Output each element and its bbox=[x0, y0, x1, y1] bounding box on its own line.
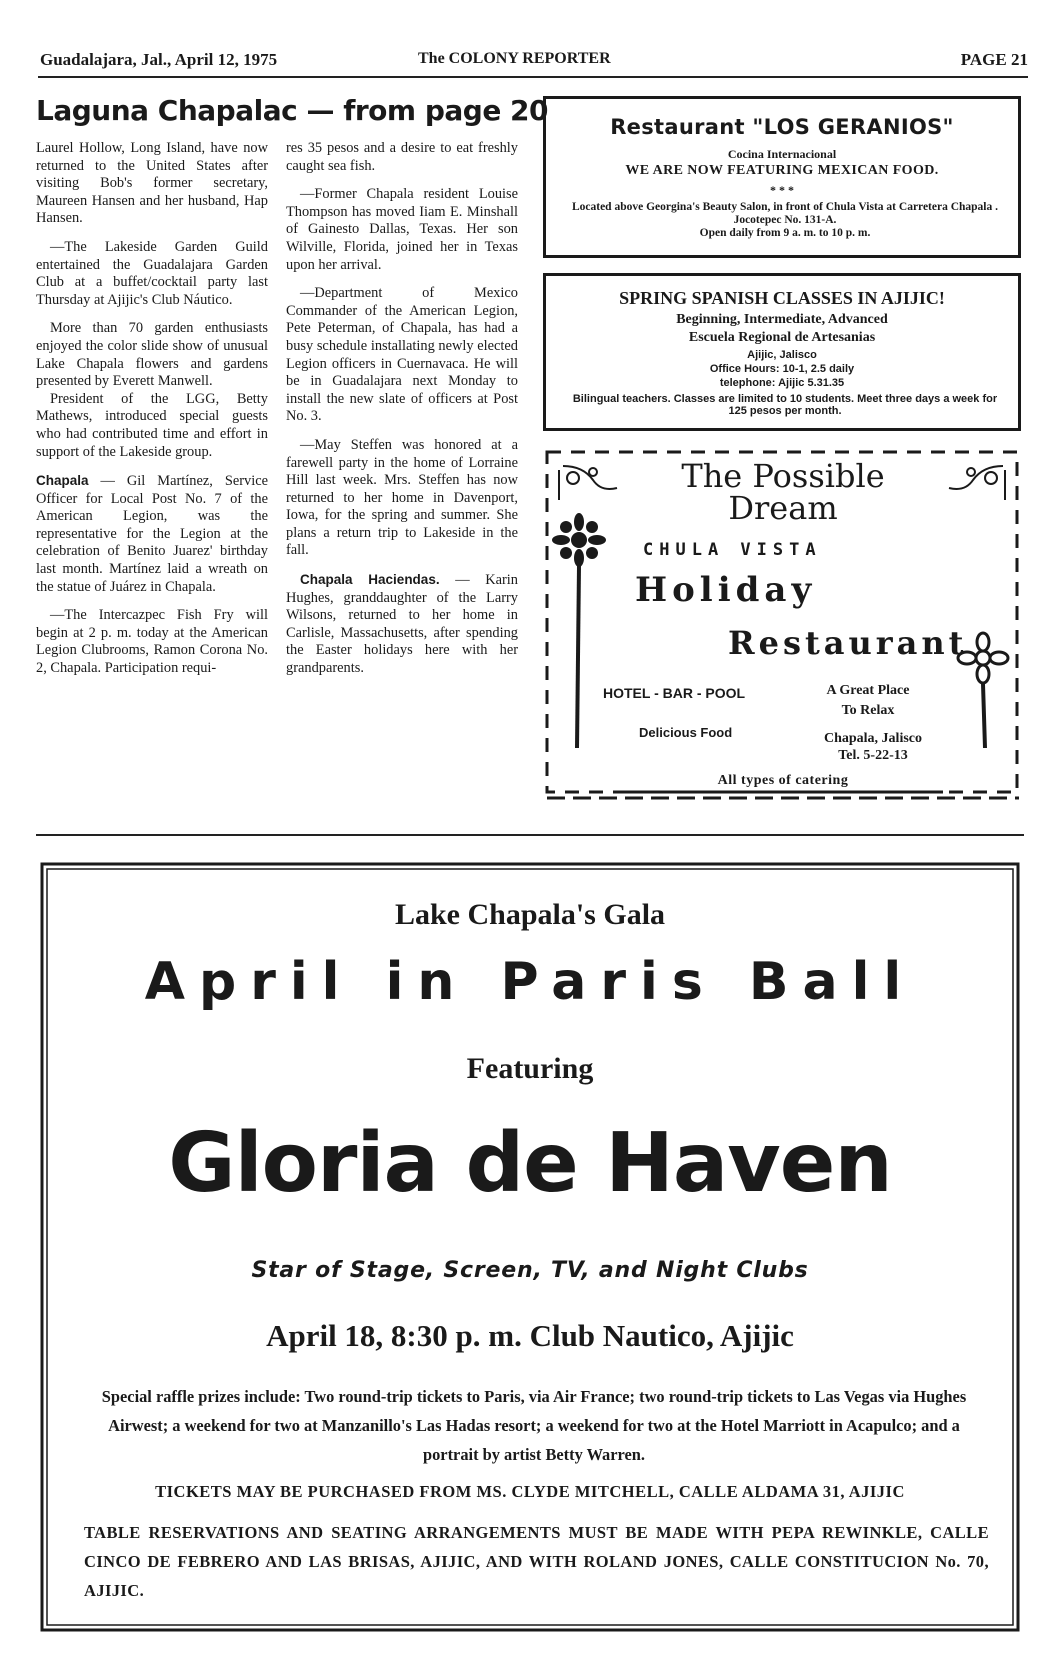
ad-holiday: Holiday bbox=[635, 570, 817, 610]
ad-city: Chapala, Jalisco bbox=[823, 731, 922, 746]
paragraph: —Department of Mexico Commander of the American Legion, Pete Peterman, of Chapala, has had a busy schedule installating newly elected Legion officers in Cuernavaca. He will be in Guadalajara next Monday to install the new slate of officers at Post No. 3. bbox=[286, 285, 518, 425]
ad-possible-dream bbox=[543, 448, 1023, 803]
ad-great-line2: To Relax bbox=[841, 703, 895, 718]
header-dateline: Guadalajara, Jal., April 12, 1975 bbox=[40, 50, 278, 69]
ad-location-text: Located above Georgina's Beauty Salon, in front of Chula Vista at Carretera Chapala . Jocotepec No. 131-A. bbox=[571, 201, 999, 226]
ad-hours: Office Hours: 10-1, 2.5 daily bbox=[709, 363, 855, 375]
paragraph: —The Intercazpec Fish Fry will begin at 2 p. m. today at the American Legion Clubrooms, Ramon Corona No. 2, Chapala. Participation requi- bbox=[36, 607, 268, 677]
ad-spanish-classes bbox=[543, 273, 1021, 431]
gala-tickets: TICKETS MAY BE PURCHASED FROM MS. CLYDE MITCHELL, CALLE ALDAMA 31, AJIJIC bbox=[155, 1482, 905, 1501]
paragraph: Laurel Hollow, Long Island, have now returned to the United States after visiting Bob's former secretary, Maureen Hansen and her husband, Hap Hansen. bbox=[36, 140, 268, 227]
ad-telephone: Tel. 5-22-13 bbox=[838, 748, 908, 763]
paragraph-lead: Chapala Haciendas. bbox=[300, 572, 440, 588]
paragraph: —The Lakeside Garden Guild entertained the Guadalajara Garden Club at a buffet/cocktail party last Thursday at Ajijic's Club Náutico. bbox=[36, 238, 268, 308]
ad-los-geranios bbox=[543, 96, 1021, 258]
gala-tagline: Star of Stage, Screen, TV, and Night Clubs bbox=[251, 1258, 809, 1283]
ad-school: Escuela Regional de Artesanias bbox=[688, 330, 876, 345]
header-paper-name: The COLONY REPORTER bbox=[418, 50, 611, 67]
ad-hotel-bar-pool: HOTEL - BAR - POOL bbox=[603, 685, 746, 701]
gala-title: April in Paris Ball bbox=[144, 952, 916, 1012]
paragraph-text: — Gil Martínez, Service Officer for Local Post No. 7 of the American Legion, was the representative for the Legion at the celebration of Benito Juarez' birthday last month. Martínez laid a wreath on the statue of Juárez in Chapala. bbox=[36, 473, 268, 595]
gala-heading: Lake Chapala's Gala bbox=[394, 898, 666, 931]
article-column-2 bbox=[286, 140, 518, 689]
gala-reservations: TABLE RESERVATIONS AND SEATING ARRANGEMENTS MUST BE MADE WITH PEPA REWINKLE, CALLE CINCO DE FEBRERO AND LAS BRISAS, AJIJIC, AND WITH ROLAND JONES, CALLE CONSTITUCION No. 70, AJIJIC. bbox=[84, 1523, 989, 1600]
gala-star: Gloria de Haven bbox=[168, 1116, 892, 1211]
section-rule bbox=[36, 834, 1024, 836]
paragraph: res 35 pesos and a desire to eat freshly caught sea fish. bbox=[286, 140, 518, 174]
header-rule bbox=[38, 76, 1028, 78]
ad-levels: Beginning, Intermediate, Advanced bbox=[676, 312, 888, 327]
ornament-left-icon bbox=[559, 466, 617, 500]
paragraph bbox=[286, 571, 518, 678]
header-page-number: PAGE 21 bbox=[960, 50, 1028, 69]
ad-title: Restaurant "LOS GERANIOS" bbox=[610, 115, 954, 139]
paragraph: President of the LGG, Betty Mathews, introduced special guests who had contributed time and effort in support of the Lakeside group. bbox=[36, 390, 268, 460]
paragraph: More than 70 garden enthusiasts enjoyed the color slide show of unusual Lake Chapala flowers and gardens presented by Everett Manwell. bbox=[36, 320, 268, 390]
page-header bbox=[38, 44, 1028, 74]
gala-raffle: Special raffle prizes include: Two round-trip tickets to Paris, via Air France; two round-trip tickets to Las Vegas via Hughes Airwest; a weekend for two at Manzanillo's Las Hadas resort; a weekend for two at the Hotel Marriott in Acapulco; and a portrait by artist Betty Warren. bbox=[101, 1387, 967, 1464]
ad-location bbox=[566, 201, 1004, 240]
ad-great-place bbox=[793, 681, 943, 721]
ad-april-in-paris-ball bbox=[40, 862, 1020, 1632]
paragraph: —May Steffen was honored at a farewell party in the home of Lorraine Hill last week. Mrs. Steffen has now returned to her home in Davenport, Iowa, for the spring and summer. She plans a return trip to Lakeside in the fall. bbox=[286, 436, 518, 559]
ad-phone: telephone: Ajijic 5.31.35 bbox=[719, 377, 845, 389]
ornament-right-icon bbox=[949, 466, 1005, 500]
ad-hours: Open daily from 9 a. m. to 10 p. m. bbox=[699, 227, 871, 239]
gala-featuring: Featuring bbox=[466, 1052, 594, 1085]
paragraph bbox=[36, 472, 268, 596]
ad-great-line1: A Great Place bbox=[826, 683, 910, 698]
ad-stars: * * * bbox=[770, 183, 794, 197]
flower-left-icon bbox=[552, 513, 606, 748]
ad-title-line2: Dream bbox=[728, 489, 838, 527]
ad-title-line1: The Possible bbox=[681, 457, 885, 495]
article-column-1 bbox=[36, 140, 268, 689]
ad-featuring: WE ARE NOW FEATURING MEXICAN FOOD. bbox=[625, 163, 939, 178]
ad-subtitle: Cocina Internacional bbox=[727, 147, 837, 161]
ad-title bbox=[653, 457, 913, 527]
ad-title: SPRING SPANISH CLASSES IN AJIJIC! bbox=[619, 288, 945, 308]
ad-food: Delicious Food bbox=[639, 725, 733, 740]
paragraph-text: — Karin Hughes, granddaughter of the Larry Wilsons, returned to her home in Carlisle, Massachusetts, after spending the Easter holidays here with her grandparents. bbox=[286, 572, 518, 677]
ad-restaurant: Restaurant bbox=[728, 624, 968, 662]
article-headline: Laguna Chapalac — from page 20 bbox=[36, 94, 549, 127]
paragraph-lead: Chapala bbox=[36, 473, 89, 489]
paragraph: —Former Chapala resident Louise Thompson has moved Iiam E. Minshall of Gainesto Dallas, Texas. Her son Wilville, Florida, joined her in Texas upon her arrival. bbox=[286, 186, 518, 273]
ad-place: Ajijic, Jalisco bbox=[747, 349, 817, 361]
ad-chula-vista: CHULA VISTA bbox=[643, 540, 822, 560]
ad-catering: All types of catering bbox=[717, 773, 849, 788]
ad-address bbox=[793, 730, 953, 764]
gala-date-venue: April 18, 8:30 p. m. Club Nautico, Ajijic bbox=[266, 1318, 794, 1353]
ad-details: Bilingual teachers. Classes are limited to 10 students. Meet three days a week for 125 pesos per month. bbox=[572, 393, 998, 417]
